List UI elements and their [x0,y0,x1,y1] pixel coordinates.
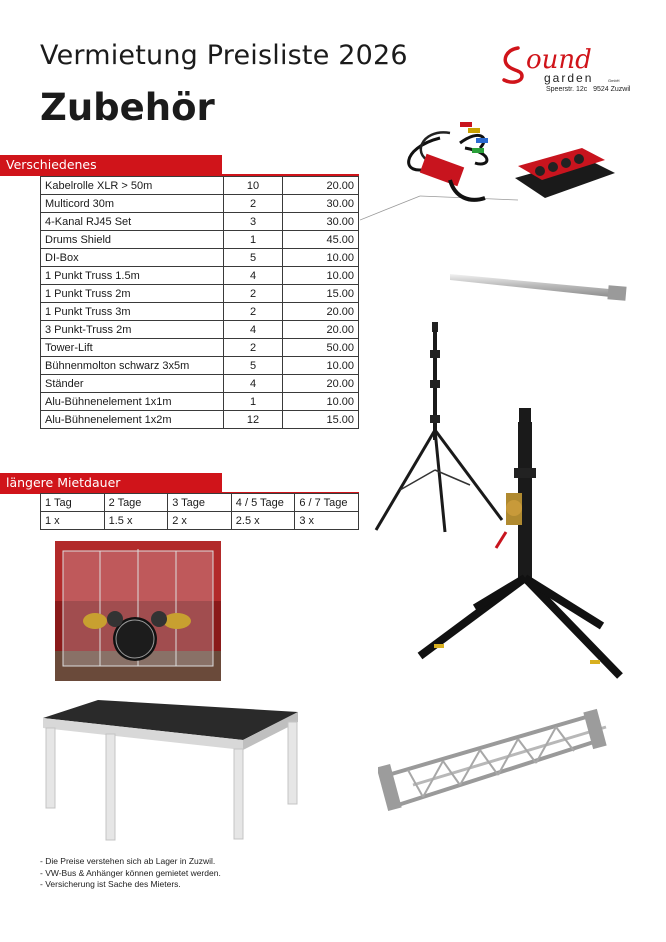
item-price: 10.00 [283,249,359,267]
item-name: 1 Punkt Truss 2m [41,285,224,303]
item-name: 4-Kanal RJ45 Set [41,213,224,231]
duration-factor: 1 x [41,512,105,530]
duration-table [40,493,359,530]
item-name: Bühnenmolton schwarz 3x5m [41,357,224,375]
svg-text:garden: garden [544,71,594,85]
table-row [41,231,359,249]
table-row [41,411,359,429]
item-price: 10.00 [283,393,359,411]
duration-period: 4 / 5 Tage [231,494,295,512]
table-row [41,213,359,231]
item-quantity: 2 [224,303,283,321]
item-name: Ständer [41,375,224,393]
item-name: DI-Box [41,249,224,267]
item-price: 15.00 [283,285,359,303]
company-address [546,86,630,93]
item-name: Drums Shield [41,231,224,249]
page-subtitle: Zubehör [40,86,215,129]
item-price: 10.00 [283,267,359,285]
section-heading-duration: längere Mietdauer [0,473,222,493]
duration-period: 2 Tage [104,494,168,512]
item-quantity: 3 [224,213,283,231]
item-name: Tower-Lift [41,339,224,357]
truss-pipe-image [448,266,633,306]
stage-element-image [38,700,306,850]
item-price: 50.00 [283,339,359,357]
section-heading-misc: Verschiedenes [0,155,222,175]
duration-factor-row [41,512,359,530]
table-row [41,285,359,303]
item-name: Multicord 30m [41,195,224,213]
item-name: 3 Punkt-Truss 2m [41,321,224,339]
page-title: Vermietung Preisliste 2026 [40,40,408,71]
item-price: 30.00 [283,213,359,231]
duration-factor: 2.5 x [231,512,295,530]
item-quantity: 10 [224,177,283,195]
item-price: 20.00 [283,321,359,339]
item-quantity: 2 [224,339,283,357]
item-price: 30.00 [283,195,359,213]
multicord-image [360,118,620,228]
price-table [40,176,359,429]
table-row [41,375,359,393]
item-quantity: 5 [224,249,283,267]
table-row [41,303,359,321]
item-quantity: 4 [224,267,283,285]
table-row [41,267,359,285]
item-price: 15.00 [283,411,359,429]
item-quantity: 4 [224,321,283,339]
item-quantity: 5 [224,357,283,375]
table-row [41,177,359,195]
address-street: Speerstr. 12c [546,86,588,93]
item-quantity: 1 [224,231,283,249]
duration-period: 6 / 7 Tage [295,494,359,512]
footnote: - VW-Bus & Anhänger können gemietet werden. [40,867,221,878]
footnotes [40,856,221,891]
item-price: 20.00 [283,177,359,195]
duration-factor: 3 x [295,512,359,530]
item-name: Alu-Bühnenelement 1x1m [41,393,224,411]
duration-header-row [41,494,359,512]
duration-period: 1 Tag [41,494,105,512]
duration-factor: 2 x [168,512,232,530]
item-price: 45.00 [283,231,359,249]
svg-text:ound: ound [526,45,592,75]
item-name: Alu-Bühnenelement 1x2m [41,411,224,429]
footnote: - Die Preise verstehen sich ab Lager in Zuzwil. [40,856,216,866]
table-row [41,321,359,339]
item-quantity: 2 [224,285,283,303]
duration-factor: 1.5 x [104,512,168,530]
item-name: 1 Punkt Truss 1.5m [41,267,224,285]
item-quantity: 12 [224,411,283,429]
table-row [41,393,359,411]
svg-text:GmbH: GmbH [608,78,620,83]
tower-lift-image [410,408,640,683]
item-name: 1 Punkt Truss 3m [41,303,224,321]
table-row [41,339,359,357]
item-quantity: 4 [224,375,283,393]
table-row [41,195,359,213]
item-price: 10.00 [283,357,359,375]
table-row [41,357,359,375]
duration-period: 3 Tage [168,494,232,512]
item-quantity: 2 [224,195,283,213]
item-name: Kabelrolle XLR > 50m [41,177,224,195]
footnote: - Versicherung ist Sache des Mieters. [40,879,181,889]
table-row [41,249,359,267]
item-quantity: 1 [224,393,283,411]
three-point-truss-image [378,705,608,820]
address-city: 9524 Zuzwil [593,86,631,93]
item-price: 20.00 [283,375,359,393]
item-price: 20.00 [283,303,359,321]
drum-shield-image [55,541,221,681]
